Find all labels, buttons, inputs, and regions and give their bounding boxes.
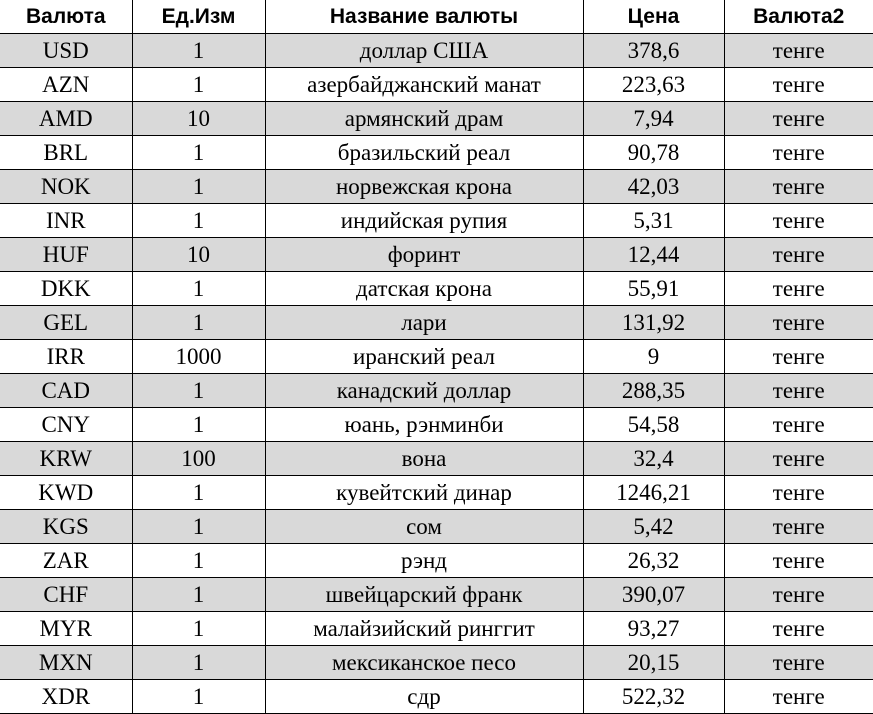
table-row [0,442,873,476]
currency2-cell: тенге [724,204,873,238]
header-currency-code: Валюта [0,0,132,34]
table-row [0,34,873,68]
price-cell: 5,31 [583,204,724,238]
unit-cell: 1 [132,272,265,306]
unit-cell: 1 [132,510,265,544]
table-row [0,68,873,102]
price-cell: 90,78 [583,136,724,170]
table-row [0,646,873,680]
price-cell: 1246,21 [583,476,724,510]
currency-code-cell: DKK [0,272,132,306]
unit-cell: 1 [132,408,265,442]
currency-code-cell: KGS [0,510,132,544]
currency-code-cell: XDR [0,680,132,714]
table-row [0,306,873,340]
unit-cell: 1 [132,544,265,578]
currency-code-cell: CHF [0,578,132,612]
currency2-cell: тенге [724,238,873,272]
currency-name-cell: бразильский реал [265,136,583,170]
header-row [0,0,873,34]
unit-cell: 1 [132,34,265,68]
unit-cell: 100 [132,442,265,476]
unit-cell: 10 [132,102,265,136]
unit-cell: 1 [132,136,265,170]
table-row [0,204,873,238]
currency2-cell: тенге [724,170,873,204]
unit-cell: 1 [132,68,265,102]
price-cell: 55,91 [583,272,724,306]
unit-cell: 1 [132,612,265,646]
header-unit: Ед.Изм [132,0,265,34]
currency2-cell: тенге [724,68,873,102]
unit-cell: 1 [132,680,265,714]
price-cell: 9 [583,340,724,374]
unit-cell: 1 [132,204,265,238]
table-row [0,578,873,612]
table-row [0,408,873,442]
table-row [0,510,873,544]
currency-code-cell: MYR [0,612,132,646]
currency2-cell: тенге [724,306,873,340]
currency-name-cell: лари [265,306,583,340]
currency-code-cell: AZN [0,68,132,102]
table-row [0,680,873,714]
unit-cell: 1 [132,170,265,204]
currency-name-cell: доллар США [265,34,583,68]
currency-code-cell: IRR [0,340,132,374]
currency-name-cell: малайзийский ринггит [265,612,583,646]
price-cell: 522,32 [583,680,724,714]
unit-cell: 1 [132,476,265,510]
table-row [0,544,873,578]
table-row [0,340,873,374]
currency2-cell: тенге [724,476,873,510]
price-cell: 42,03 [583,170,724,204]
table-row [0,272,873,306]
currency-code-cell: CNY [0,408,132,442]
currency2-cell: тенге [724,136,873,170]
currency2-cell: тенге [724,544,873,578]
currency-code-cell: MXN [0,646,132,680]
table-row [0,238,873,272]
currency-name-cell: иранский реал [265,340,583,374]
currency-name-cell: рэнд [265,544,583,578]
currency-name-cell: канадский доллар [265,374,583,408]
price-cell: 32,4 [583,442,724,476]
price-cell: 131,92 [583,306,724,340]
currency2-cell: тенге [724,102,873,136]
currency-code-cell: GEL [0,306,132,340]
currency-name-cell: индийская рупия [265,204,583,238]
currency2-cell: тенге [724,578,873,612]
currency2-cell: тенге [724,340,873,374]
currency-name-cell: сдр [265,680,583,714]
currency-name-cell: юань, рэнминби [265,408,583,442]
currency-code-cell: KWD [0,476,132,510]
table-row [0,170,873,204]
currency-name-cell: датская крона [265,272,583,306]
currency-name-cell: азербайджанский манат [265,68,583,102]
table-row [0,476,873,510]
price-cell: 390,07 [583,578,724,612]
currency-code-cell: NOK [0,170,132,204]
header-currency2: Валюта2 [724,0,873,34]
price-cell: 26,32 [583,544,724,578]
currency-code-cell: ZAR [0,544,132,578]
currency2-cell: тенге [724,408,873,442]
table-row [0,612,873,646]
price-cell: 12,44 [583,238,724,272]
unit-cell: 10 [132,238,265,272]
currency-code-cell: BRL [0,136,132,170]
currency2-cell: тенге [724,374,873,408]
currency2-cell: тенге [724,510,873,544]
currency2-cell: тенге [724,612,873,646]
price-cell: 288,35 [583,374,724,408]
currency-code-cell: USD [0,34,132,68]
currency2-cell: тенге [724,646,873,680]
currency2-cell: тенге [724,442,873,476]
unit-cell: 1000 [132,340,265,374]
currency-name-cell: вона [265,442,583,476]
currency-name-cell: кувейтский динар [265,476,583,510]
price-cell: 93,27 [583,612,724,646]
price-cell: 20,15 [583,646,724,680]
currency-code-cell: AMD [0,102,132,136]
price-cell: 5,42 [583,510,724,544]
unit-cell: 1 [132,374,265,408]
table-row [0,136,873,170]
currency-name-cell: норвежская крона [265,170,583,204]
table-row [0,102,873,136]
table-header [0,0,873,34]
header-price: Цена [583,0,724,34]
currency-code-cell: KRW [0,442,132,476]
currency-code-cell: INR [0,204,132,238]
currency-code-cell: CAD [0,374,132,408]
currency-name-cell: мексиканское песо [265,646,583,680]
currency2-cell: тенге [724,34,873,68]
price-cell: 54,58 [583,408,724,442]
unit-cell: 1 [132,646,265,680]
currency-name-cell: армянский драм [265,102,583,136]
table-body [0,34,873,714]
currency-name-cell: швейцарский франк [265,578,583,612]
currency-name-cell: сом [265,510,583,544]
price-cell: 7,94 [583,102,724,136]
price-cell: 223,63 [583,68,724,102]
currency2-cell: тенге [724,272,873,306]
unit-cell: 1 [132,306,265,340]
currency-code-cell: HUF [0,238,132,272]
currency2-cell: тенге [724,680,873,714]
currency-name-cell: форинт [265,238,583,272]
table-row [0,374,873,408]
header-currency-name: Название валюты [265,0,583,34]
unit-cell: 1 [132,578,265,612]
price-cell: 378,6 [583,34,724,68]
